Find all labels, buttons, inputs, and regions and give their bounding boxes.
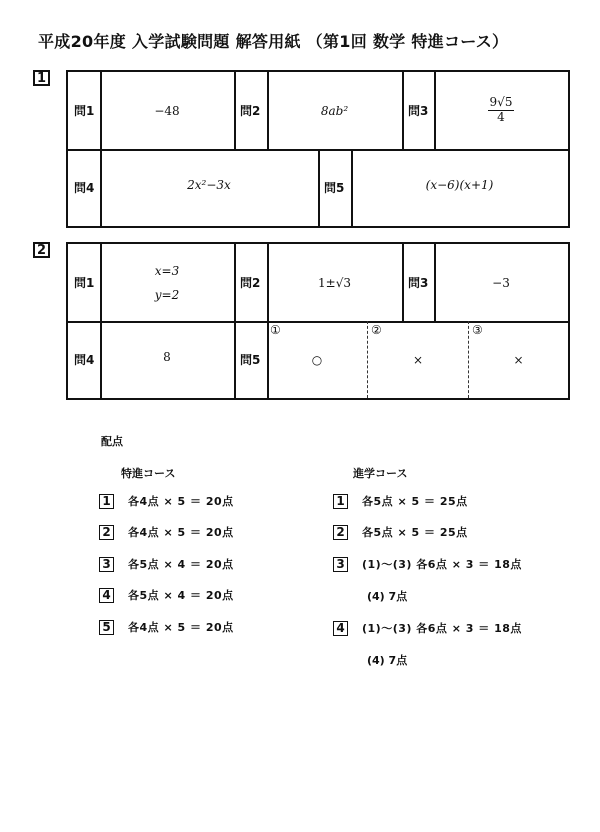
tokushin-row [99, 587, 234, 603]
shingaku-row-sub [367, 652, 407, 668]
tokushin-row [99, 524, 234, 540]
section-2-answer-grid [66, 242, 570, 400]
shingaku-row-number: 4 [333, 621, 348, 636]
s1-q5-answer: (x−6)(x+1) [425, 178, 494, 192]
s2-q1-answer [100, 244, 234, 321]
tokushin-row-text: 各4点 × 5 ＝ 20点 [128, 526, 234, 539]
s2-q5-label: 問5 [240, 353, 261, 367]
shingaku-row-number: 1 [333, 494, 348, 509]
s1-q4-label: 問4 [74, 181, 95, 195]
s2-q3-label: 問3 [408, 276, 429, 290]
shingaku-row-number: 2 [333, 525, 348, 540]
s2-q3-answer: −3 [492, 275, 510, 290]
shingaku-row [333, 620, 522, 636]
tokushin-row [99, 556, 234, 572]
s2-q1-answer-x: x=3 [154, 263, 180, 278]
page-title: 平成20年度 入学試験問題 解答用紙 （第1回 数学 特進コース） [38, 32, 509, 51]
tokushin-row-text: 各4点 × 5 ＝ 20点 [128, 621, 234, 634]
shingaku-row [333, 556, 522, 572]
s2-q5-part3-answer: × [513, 352, 524, 367]
s2-q5-part2-answer: × [412, 352, 424, 367]
tokushin-row-number: 4 [99, 588, 114, 603]
tokushin-row [99, 493, 234, 509]
s1-q3-answer [434, 72, 568, 149]
tokushin-row-number: 1 [99, 494, 114, 509]
s2-q1-answer-y: y=2 [154, 287, 180, 302]
shingaku-row-subtext: (4) 7点 [367, 654, 408, 667]
s2-q5-part1-number: ① [270, 323, 281, 337]
s2-q2-answer: 1±√3 [318, 275, 351, 290]
shingaku-row-subtext: (4) 7点 [367, 590, 408, 603]
s1-q2-answer: 8ab² [320, 103, 349, 118]
section-1-number: 1 [33, 70, 50, 86]
tokushin-row-number: 5 [99, 620, 114, 635]
shingaku-course-title: 進学コース [353, 467, 408, 480]
s1-q2-label: 問2 [240, 104, 261, 118]
tokushin-row [99, 619, 234, 635]
shingaku-row [333, 524, 468, 540]
section-1-answer-grid [66, 70, 570, 228]
shingaku-row-text: 各5点 × 5 ＝ 25点 [362, 495, 468, 508]
s1-q3-label: 問3 [408, 104, 429, 118]
shingaku-row-text: (1)〜(3) 各6点 × 3 ＝ 18点 [362, 622, 522, 635]
s2-q4-label: 問4 [74, 353, 95, 367]
s1-q5-label: 問5 [324, 181, 345, 195]
tokushin-row-text: 各4点 × 5 ＝ 20点 [128, 495, 234, 508]
shingaku-row [333, 493, 468, 509]
s2-q5-part2-number: ② [371, 323, 382, 337]
s1-q1-answer: −48 [154, 103, 180, 118]
scoring-heading: 配点 [101, 435, 123, 448]
tokushin-course-title: 特進コース [121, 467, 176, 480]
s2-q2-label: 問2 [240, 276, 261, 290]
s1-q3-numerator: 9√5 [489, 95, 513, 110]
tokushin-row-number: 2 [99, 525, 114, 540]
s2-q5-part1-answer: ○ [311, 352, 323, 367]
s1-q4-answer: 2x²−3x [187, 178, 231, 192]
s2-q4-answer: 8 [163, 350, 171, 364]
shingaku-row-text: 各5点 × 5 ＝ 25点 [362, 526, 468, 539]
s2-q1-label: 問1 [74, 276, 95, 290]
tokushin-row-number: 3 [99, 557, 114, 572]
shingaku-row-sub [367, 588, 407, 604]
tokushin-row-text: 各5点 × 4 ＝ 20点 [128, 589, 234, 602]
s1-q1-label: 問1 [74, 104, 95, 118]
shingaku-row-text: (1)〜(3) 各6点 × 3 ＝ 18点 [362, 558, 522, 571]
s2-q5-part3-number: ③ [472, 323, 483, 337]
tokushin-row-text: 各5点 × 4 ＝ 20点 [128, 558, 234, 571]
s1-q3-denominator: 4 [497, 110, 505, 124]
section-2-number: 2 [33, 242, 50, 258]
shingaku-row-number: 3 [333, 557, 348, 572]
